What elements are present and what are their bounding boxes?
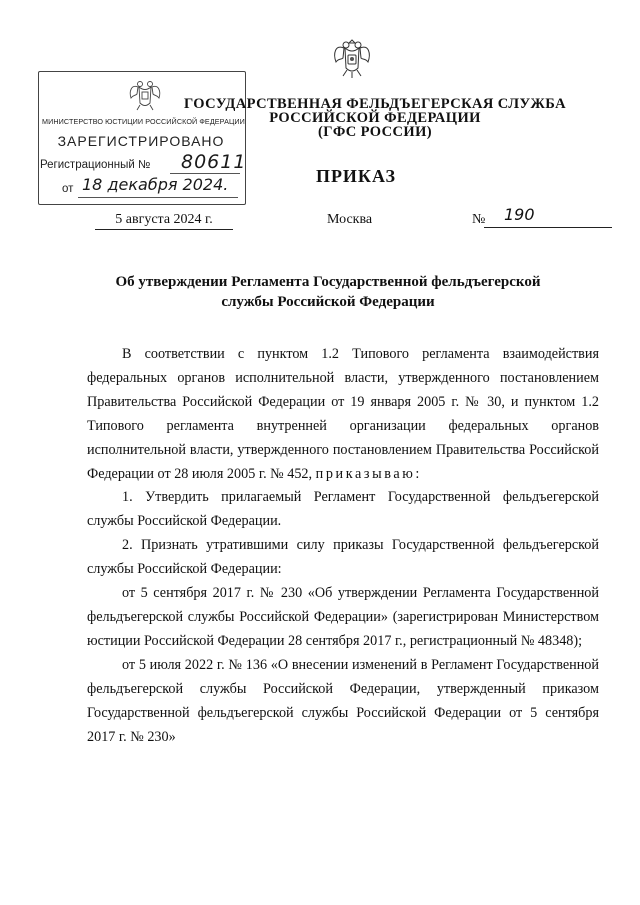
stamp-registered-label: ЗАРЕГИСТРИРОВАНО (57, 133, 225, 149)
intro-text: В соответствии с пунктом 1.2 Типового регламента взаимодействия федеральных органов исполнительной власти, утвержденного постановлением Правительства Российской Федерации от 19 января 2005 г. № 30, и пунктом 1.2 Типового регламента внутренней организации федеральных органов исполнительной власти, утвержденного постановлением Правительства Российской Федерации от 28 июля 2005 г. № 452, (87, 346, 599, 482)
stamp-ministry-name: МИНИСТЕРСТВО ЮСТИЦИИ РОССИЙСКОЙ ФЕДЕРАЦИИ (42, 117, 245, 126)
item-2-paragraph: 2. Признать утратившими силу приказы Государственной фельдъегерской службы Российской Федерации: (87, 537, 599, 578)
agency-abbreviation: (ГФС РОССИИ) (318, 124, 432, 140)
item-2b-paragraph: от 5 июля 2022 г. № 136 «О внесении изменений в Регламент Государственной фельдъегерской службы Российской Федерации, утвержденный приказом Государственной фельдъегерской службы Российской Федерации от 5 сентября 2017 г. № 230» (87, 656, 599, 745)
agency-heading (160, 97, 590, 139)
order-number-value: 190 (504, 205, 535, 224)
coat-of-arms-icon (331, 34, 373, 86)
order-date: 5 августа 2024 г. (95, 212, 233, 230)
stamp-date-value: 18 декабря 2024. (82, 175, 229, 194)
item-1-paragraph: 1. Утвердить прилагаемый Регламент Государственной фельдъегерской службы Российской Федерации. (87, 489, 599, 530)
order-city: Москва (327, 212, 373, 227)
order-number-sign: № (472, 212, 486, 227)
stamp-emblem-icon (127, 75, 163, 115)
stamp-regnum-value: 80611 (181, 151, 247, 173)
document-title: ПРИКАЗ (315, 166, 397, 186)
order-directive: приказываю: (315, 465, 422, 482)
stamp-regnum-label: Регистрационный № (40, 159, 151, 171)
stamp-regnum-line (170, 173, 240, 174)
document-body (87, 343, 599, 749)
subject-line1: Об утверждении Регламента Государственной фельдъегерской (115, 274, 541, 290)
stamp-date-line (78, 197, 238, 198)
agency-name-line1: ГОСУДАРСТВЕННАЯ ФЕЛЬДЪЕГЕРСКАЯ СЛУЖБА (184, 96, 566, 112)
item-2a-paragraph: от 5 сентября 2017 г. № 230 «Об утверждении Регламента Государственной фельдъегерской службы Российской Федерации» (зарегистрирован Министерством юстиции Российской Федерации 28 сентября 2017 г., регистрационный № 48348); (87, 585, 599, 649)
stamp-date-prefix: от (62, 183, 74, 195)
intro-paragraph (87, 343, 599, 486)
order-number-field (484, 205, 612, 228)
subject-line2: службы Российской Федерации (221, 294, 435, 310)
order-subject (100, 272, 556, 312)
agency-name-line2: РОССИЙСКОЙ ФЕДЕРАЦИИ (269, 110, 481, 126)
